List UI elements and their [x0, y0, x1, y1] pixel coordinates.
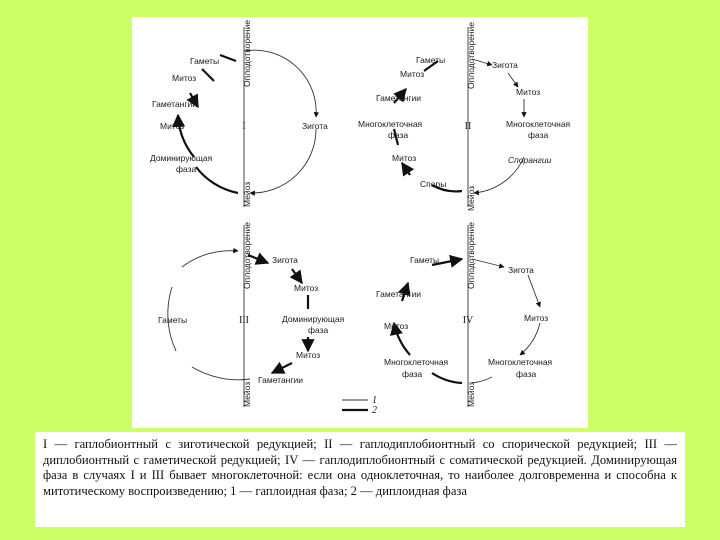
- diagram-II-label-3: Многоклеточная: [358, 119, 423, 129]
- diagram-IV-label-8: фаза: [516, 369, 537, 379]
- diagram-III: [158, 222, 345, 407]
- diagram-IV-arrow-mitosis: [528, 275, 540, 307]
- diagram-IV-label-5: Зигота: [508, 265, 534, 275]
- diagram-I-label-1: Митоз: [172, 73, 197, 83]
- diagram-I: [150, 20, 328, 207]
- legend-label-2: 2: [372, 405, 377, 416]
- diagram-IV-arrow-zygote: [472, 259, 504, 267]
- diagram-IV-label-1: Гаметангии: [376, 289, 421, 299]
- diagram-II-arrow-mitosis: [508, 73, 518, 87]
- diagram-I-label-5: Доминирующая: [150, 153, 213, 163]
- diagram-IV-label-7: Многоклеточная: [488, 357, 553, 367]
- diagram-II: [358, 22, 571, 211]
- diagram-III-roman: III: [239, 315, 249, 326]
- diagram-IV-label-3: Многоклеточная: [384, 357, 449, 367]
- diagram-II-label-4: фаза: [388, 130, 409, 140]
- diagram-I-roman: I: [242, 121, 246, 132]
- diagram-III-arc-top: [182, 251, 238, 267]
- diagram-III-label-3: Доминирующая: [282, 314, 345, 324]
- diagram-I-arc-zygote: [250, 129, 316, 193]
- diagram-III-arrow-gametangia: [272, 363, 292, 373]
- diagram-III-arc-meiosis: [192, 367, 250, 380]
- diagram-IV-roman: IV: [462, 315, 474, 326]
- diagram-III-label-6: Гаметангии: [258, 375, 303, 385]
- diagram-II-label-11: Спорангии: [508, 155, 552, 165]
- diagram-I-fertilization: Оплодотворение: [242, 20, 252, 87]
- diagram-I-meiosis: Мейоз: [242, 181, 252, 207]
- diagram-I-label-4: Зигота: [302, 121, 328, 131]
- diagram-II-arrow-left-mitosis: [402, 163, 410, 175]
- diagram-IV: [376, 222, 553, 407]
- diagram-I-arc-meiosis: [196, 167, 238, 193]
- diagram-III-label-5: Митоз: [296, 350, 321, 360]
- legend: [342, 395, 377, 416]
- legend-label-1: 1: [372, 395, 377, 406]
- caption-box: [35, 432, 685, 527]
- diagram-III-label-2: Митоз: [294, 283, 319, 293]
- diagram-IV-arc-meiosis-left: [432, 373, 462, 383]
- diagram-II-label-10: фаза: [528, 130, 549, 140]
- life-cycle-figure: [132, 17, 588, 428]
- diagram-I-label-6: фаза: [176, 164, 197, 174]
- diagram-IV-fertilization: Оплодотворение: [466, 222, 476, 289]
- diagram-I-label-0: Гаметы: [190, 56, 220, 66]
- diagram-II-label-6: Споры: [420, 179, 447, 189]
- diagram-II-meiosis: Мейоз: [466, 185, 476, 211]
- diagram-IV-meiosis: Мейоз: [466, 381, 476, 407]
- diagram-I-label-2: Гаметангии: [152, 99, 197, 109]
- caption-text: I — гаплобионтный с зиготической редукцией; II — гаплодиплобионтный со спорической редукцией; III — диплобионтный с гаметической редукцией; IV — гаплодиплобионтный с соматической редукцией. Доминирующая фаза в случаях I и III бывает многоклеточной: если она одноклеточная, то наиболее долговременна и способна к митотическому воспроизведению; 1 — гаплоидная фаза; 2 — диплоидная фаза: [43, 437, 677, 498]
- diagram-III-label-4: фаза: [308, 325, 329, 335]
- diagram-III-label-0: Гаметы: [158, 315, 188, 325]
- life-cycle-diagrams: [132, 17, 588, 428]
- diagram-II-label-8: Митоз: [516, 87, 541, 97]
- diagram-I-arc-fert: [244, 50, 316, 117]
- diagram-II-label-0: Гаметы: [416, 55, 446, 65]
- diagram-II-fertilization: Оплодотворение: [466, 22, 476, 89]
- diagram-I-label-3: Митоз: [160, 121, 185, 131]
- diagram-II-label-7: Зигота: [492, 60, 518, 70]
- diagram-III-label-1: Зигота: [272, 255, 298, 265]
- diagram-IV-arc-phase: [520, 323, 540, 355]
- diagram-I-arrow-mitosis: [202, 69, 214, 81]
- diagram-II-roman: II: [464, 121, 472, 132]
- diagram-I-arrow-gametes: [220, 55, 236, 61]
- diagram-II-label-5: Митоз: [392, 153, 417, 163]
- diagram-II-label-2: Гаметангии: [376, 93, 421, 103]
- diagram-II-label-9: Многоклеточная: [506, 119, 571, 129]
- diagram-IV-label-0: Гаметы: [410, 255, 440, 265]
- diagram-III-fertilization: Оплодотворение: [242, 222, 252, 289]
- diagram-III-arrow-mitosis: [292, 269, 302, 283]
- diagram-IV-label-2: Митоз: [384, 321, 409, 331]
- diagram-IV-label-4: фаза: [402, 369, 423, 379]
- diagram-IV-label-6: Митоз: [524, 313, 549, 323]
- diagram-III-meiosis: Мейоз: [242, 381, 252, 407]
- diagram-II-label-1: Митоз: [400, 69, 425, 79]
